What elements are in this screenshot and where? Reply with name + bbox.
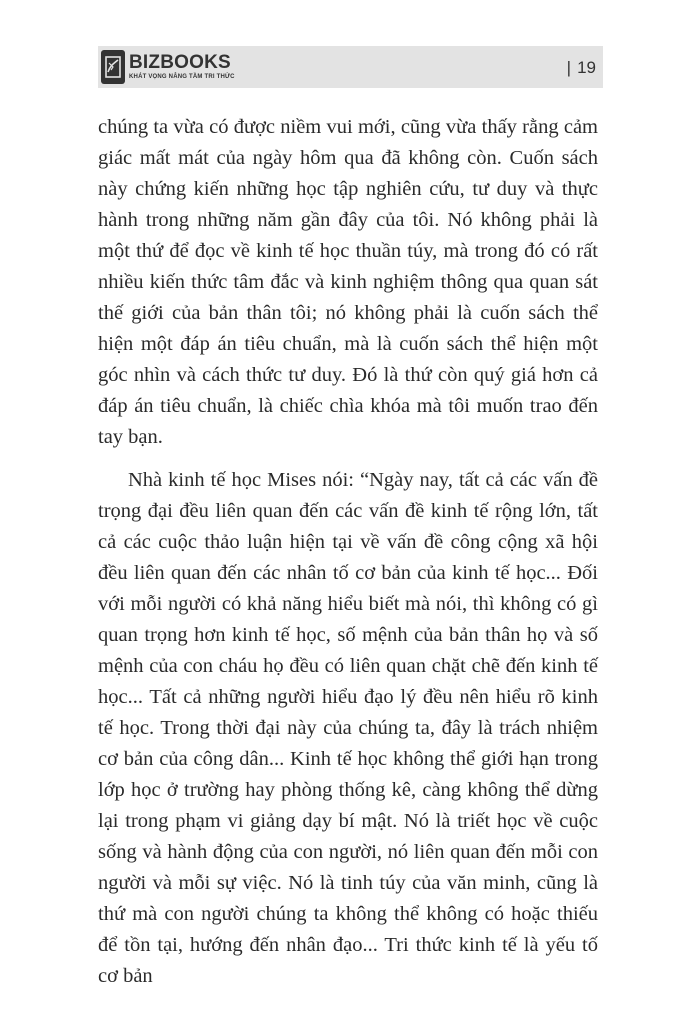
page-number-divider: |	[566, 58, 572, 77]
paragraph: Nhà kinh tế học Mises nói: “Ngày nay, tất cả các vấn đề trọng đại đều liên quan đến các vấn đề kinh tế rộng lớn, tất cả các cuộc thảo luận hiện tại về vấn đề công cộng xã hội đều liên quan đến các nhân tố cơ bản của kinh tế học... Đối với mỗi người có khả năng hiểu biết mà nói, thì không có gì quan trọng hơn kinh tế học, số mệnh của bản thân họ và số mệnh của con cháu họ đều có liên quan chặt chẽ đến kinh tế học... Tất cả những người hiểu đạo lý đều nên hiểu rõ kinh tế học. Trong thời đại này của chúng ta, đây là trách nhiệm cơ bản của công dân... Kinh tế học không thể giới hạn trong lớp học ở trường hay phòng thống kê, càng không thể dừng lại trong phạm vi giảng dạy bí mật. Nó là triết học về cuộc sống và hành động của con người, nó liên quan đến mỗi con người và mỗi sự việc. Nó là tinh túy của văn minh, cũng là thứ mà con người chúng ta không thể không có hoặc thiếu để tồn tại, hướng đến nhân đạo... Tri thức kinh tế là yếu tố cơ bản	[98, 469, 598, 987]
publisher-logo	[101, 50, 235, 84]
page-number	[567, 58, 596, 78]
page-number-value: 19	[577, 58, 596, 77]
brand-tagline: KHÁT VỌNG NÂNG TẦM TRI THỨC	[129, 74, 235, 80]
brand-name: BIZBOOKS	[129, 52, 231, 73]
book-emblem-icon	[101, 50, 125, 84]
body-text	[98, 112, 598, 992]
paragraph: chúng ta vừa có được niềm vui mới, cũng vừa thấy rằng cảm giác mất mát của ngày hôm qua đã không còn. Cuốn sách này chứng kiến những học tập nghiên cứu, tư duy và thực hành trong những năm gần đây của tôi. Nó không phải là một thứ để đọc về kinh tế học thuần túy, mà trong đó có rất nhiều kiến thức tâm đắc và kinh nghiệm thông qua quan sát thế giới của bản thân tôi; nó không phải là cuốn sách thể hiện một đáp án tiêu chuẩn, mà là cuốn sách thể hiện một góc nhìn và cách thức tư duy. Đó là thứ còn quý giá hơn cả đáp án tiêu chuẩn, là chiếc chìa khóa mà tôi muốn trao đến tay bạn.	[98, 116, 598, 448]
